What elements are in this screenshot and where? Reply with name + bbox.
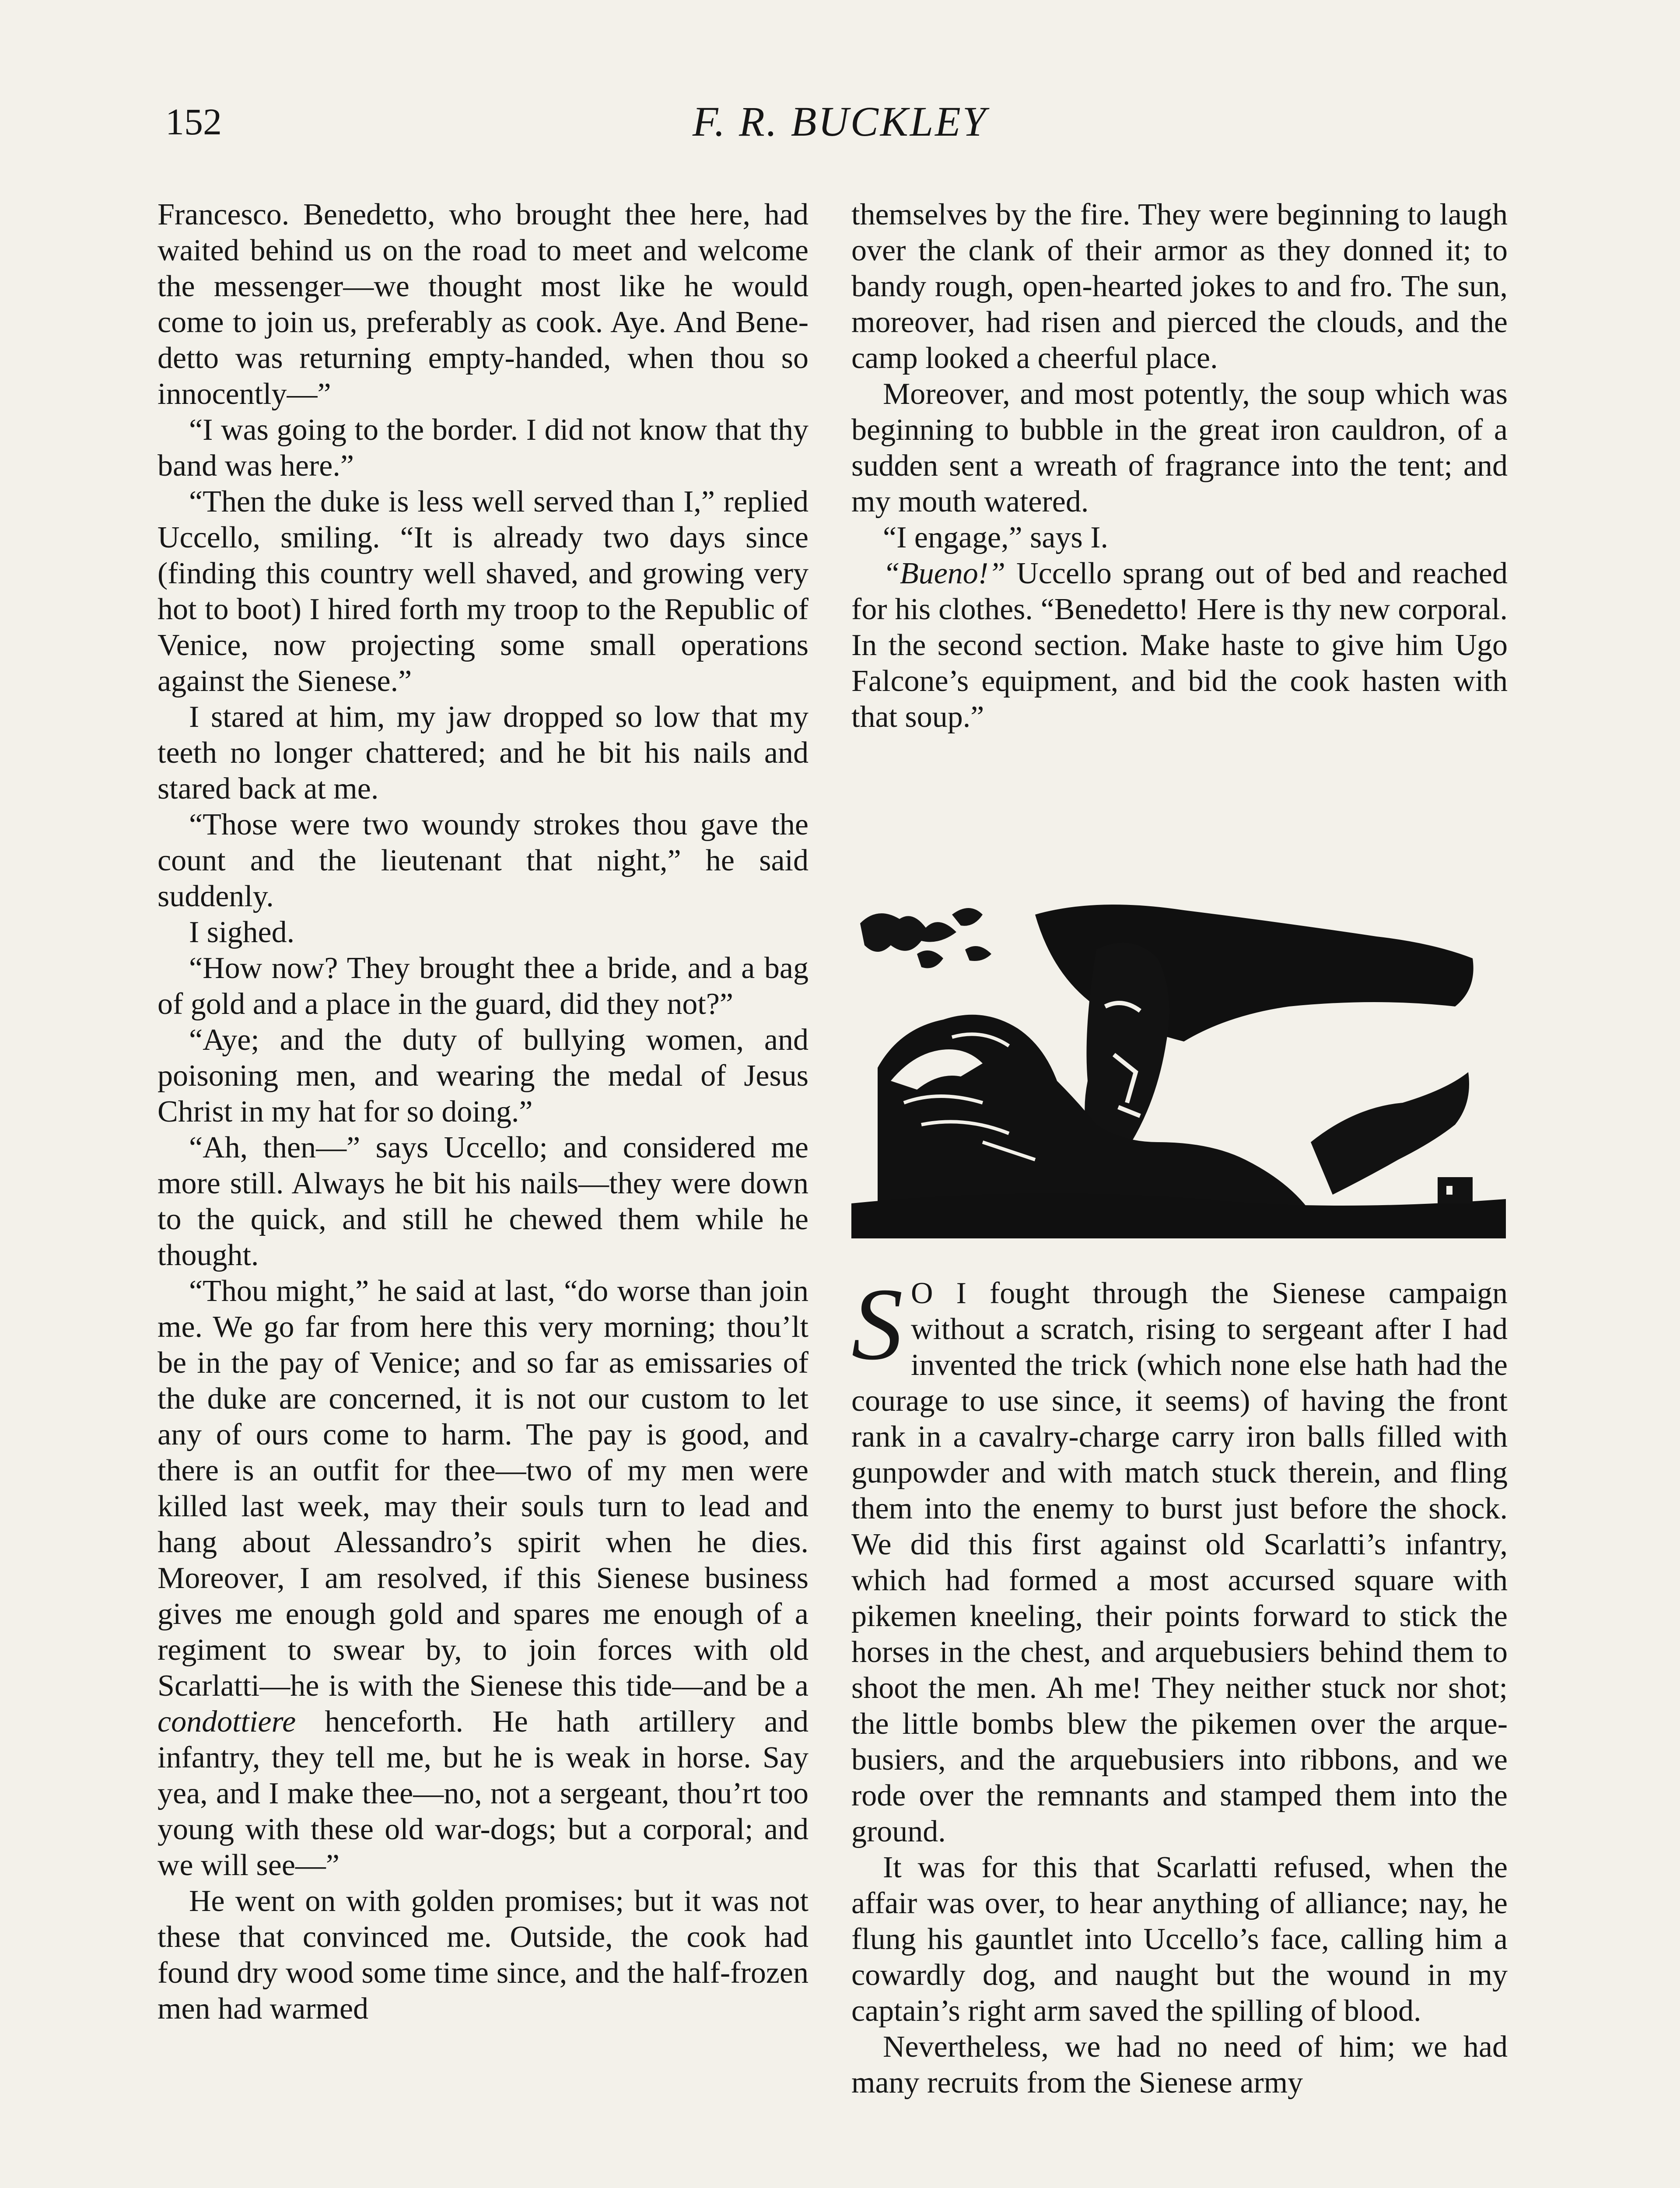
paragraph [158,1273,808,1883]
paragraph: I sighed. [189,915,295,949]
paragraph: themselves by the fire. They were beginning to laugh over the clank of their armor as they donned it; to bandy rough, open-hearted jokes to and fro. The sun, moreover, had risen and pierced the clouds, and the camp looked a cheerful place. [851,198,1508,375]
paragraph: “How now? They brought thee a bride, and a bag of gold and a place in the guard, did they not?” [158,951,808,1021]
italic-term: condottiere [158,1705,296,1739]
paragraph: “Ah, then—” says Uccello; and considered me more still. Always he bit his nails—they were down to the quick, and still he chewed them while he thought. [158,1131,808,1272]
text-run: henceforth. He hath artillery and infantry, they tell me, but he is weak in horse. Say yea, and I make thee—no, not a sergeant, thou’rt too young with these old war-dogs; but a corporal; and we will see—” [158,1705,808,1882]
drop-cap: S [851,1267,903,1382]
right-column-bottom [851,1267,1508,2101]
italic-term: “Bueno!” [883,557,1005,590]
text-run: Uccello sprang out of bed and reached for his clothes. “Benedetto! Here is thy new corporal. In the second section. Make haste to give him Ugo Falcone’s equipment, and bid the cook hasten with that soup.” [851,557,1508,734]
text-run: “Thou might,” he said at last, “do worse than join me. We go far from here this very morning; thou’lt be in the pay of Venice; and so far as emissaries of the duke are concerned, it is not our custom to let any of ours come to harm. The pay is good, and there is an outfit for thee—two of my men were killed last week, may their souls turn to lead and hang about Alessandro’s spirit when he dies. Moreover, I am resolved, if this Sienese business gives me enough gold and spares me enough of a regiment to swear by, to join forces with old Scarlatti—he is with the Sienese this tide—and be a [158,1274,808,1703]
paragraph: I stared at him, my jaw dropped so low that my teeth no longer chattered; and he bit his nails and stared back at me. [158,700,808,806]
paragraph: Nevertheless, we had no need of him; we had many recruits from the Sienese army [851,2030,1508,2100]
paragraph: He went on with golden promises; but it was not these that convinced me. Outside, the cook had found dry wood some time since, and the half-frozen men had warmed [158,1884,808,2026]
paragraph: “I was going to the border. I did not know that thy band was here.” [158,413,808,483]
paragraph: It was for this that Scarlatti refused, when the affair was over, to hear anything of alliance; nay, he flung his gauntlet into Uccello’s face, calling him a cowardly dog, and naught but the wound in my captain’s right arm saved the spilling of blood. [851,1851,1508,2028]
horseman-illustration [851,897,1506,1238]
paragraph: “Then the duke is less well served than I,” replied Uccello, smiling. “It is already two days since (finding this country well shaved, and growing very hot to boot) I hired forth my troop to the Republic of Venice, now projecting some small operations against the Sienese.” [158,485,808,698]
paragraph [851,1267,1508,1850]
right-column-top [851,197,1508,735]
paragraph: Moreover, and most potently, the soup which was beginning to bubble in the great iron cauldron, of a sudden sent a wreath of fragrance into the tent; and my mouth watered. [851,377,1508,519]
page-number: 152 [165,101,222,143]
paragraph: Francesco. Benedetto, who brought thee here, had waited behind us on the road to meet and welcome the messenger—we thought most like he would come to join us, preferably as cook. Aye. And Benedetto was returning empty-handed, when thou so innocently—” [158,198,808,411]
running-title: F. R. BUCKLEY [692,98,988,145]
paragraph: “Aye; and the duty of bullying women, and poisoning men, and wearing the medal of Jesus Christ in my hat for so doing.” [158,1023,808,1129]
paragraph: “Those were two woundy strokes thou gave the count and the lieutenant that night,” he said suddenly. [158,808,808,913]
paragraph: “I engage,” says I. [883,521,1109,554]
paragraph [851,556,1508,735]
left-column [158,197,808,2027]
text-run: O I fought through the Sienese campaign without a scratch, rising to sergeant after I had invented the trick (which none else hath had the courage to use since, it seems) of having the front rank in a cavalry-charge carry iron balls filled with gunpowder and with match stuck therein, and fling them into the enemy to burst just before the shock. We did this first against old Scarlatti’s infantry, which had formed a most accursed square with pikemen kneeling, their points forward to stick the horses in the chest, and arquebusiers behind them to shoot the men. Ah me! They neither stuck nor shot; the little bombs blew the pikemen over the arquebusiers, and the arquebusiers into ribbons, and we rode over the remnants and stamped them into the ground. [851,1276,1508,1848]
